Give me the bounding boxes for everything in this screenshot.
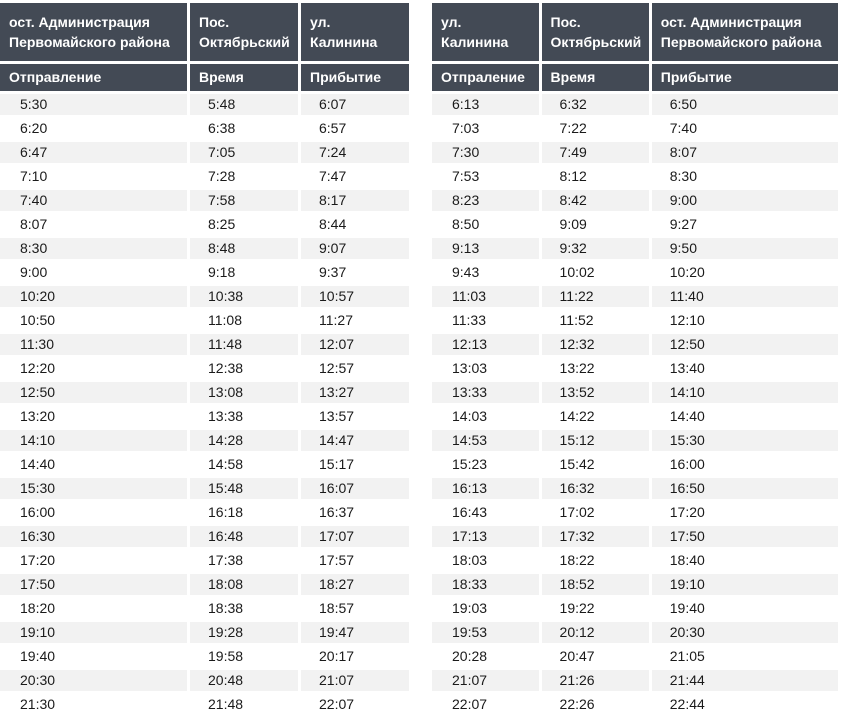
time-cell: 5:48 — [190, 94, 298, 115]
time-cell: 9:18 — [190, 262, 298, 283]
table-row — [432, 262, 838, 283]
departure-cell: 14:03 — [432, 406, 539, 427]
time-cell: 10:02 — [542, 262, 649, 283]
time-cell: 11:48 — [190, 334, 298, 355]
arrival-cell: 9:50 — [652, 238, 838, 259]
table-row — [0, 550, 409, 571]
timetable-right — [429, 0, 841, 718]
time-cell: 10:38 — [190, 286, 298, 307]
table-row — [432, 670, 838, 691]
table-row — [432, 526, 838, 547]
table-row — [0, 334, 409, 355]
table-row — [0, 166, 409, 187]
time-cell: 19:22 — [542, 598, 649, 619]
table-row — [0, 358, 409, 379]
table-row — [432, 478, 838, 499]
time-cell: 18:08 — [190, 574, 298, 595]
time-cell: 15:12 — [542, 430, 649, 451]
stop-header-line2: Калинина — [441, 34, 509, 50]
departure-cell: 10:20 — [0, 286, 187, 307]
arrival-cell: 19:40 — [652, 598, 838, 619]
time-cell: 18:22 — [542, 550, 649, 571]
stop-header-line2: Первомайского района — [9, 34, 170, 50]
time-cell: 13:38 — [190, 406, 298, 427]
arrival-cell: 9:00 — [652, 190, 838, 211]
table-row — [432, 310, 838, 331]
arrival-cell: 6:07 — [301, 94, 409, 115]
table-row — [432, 502, 838, 523]
time-cell: 7:49 — [542, 142, 649, 163]
departure-cell: 15:30 — [0, 478, 187, 499]
table-row — [432, 598, 838, 619]
table-row — [0, 406, 409, 427]
departure-cell: 12:13 — [432, 334, 539, 355]
arrival-cell: 13:57 — [301, 406, 409, 427]
departure-cell: 20:28 — [432, 646, 539, 667]
time-cell: 15:42 — [542, 454, 649, 475]
table-row — [0, 286, 409, 307]
departure-cell: 21:07 — [432, 670, 539, 691]
table-row — [432, 430, 838, 451]
time-cell: 7:22 — [542, 118, 649, 139]
time-cell: 20:47 — [542, 646, 649, 667]
table-row — [0, 526, 409, 547]
departure-cell: 7:03 — [432, 118, 539, 139]
departure-cell: 14:40 — [0, 454, 187, 475]
stop-header-line2: Первомайского района — [660, 34, 822, 50]
arrival-cell: 14:40 — [652, 406, 838, 427]
time-cell: 20:12 — [542, 622, 649, 643]
arrival-cell: 6:50 — [652, 94, 838, 115]
arrival-cell: 18:57 — [301, 598, 409, 619]
table-row — [432, 166, 838, 187]
table-row — [432, 94, 838, 115]
time-cell: 7:28 — [190, 166, 298, 187]
departure-cell: 21:30 — [0, 694, 187, 715]
table-row — [432, 238, 838, 259]
time-cell: 19:58 — [190, 646, 298, 667]
arrival-cell: 17:20 — [652, 502, 838, 523]
table-row — [0, 238, 409, 259]
departure-cell: 16:30 — [0, 526, 187, 547]
departure-cell: 6:20 — [0, 118, 187, 139]
arrival-cell: 16:37 — [301, 502, 409, 523]
table-row — [0, 502, 409, 523]
departure-cell: 20:30 — [0, 670, 187, 691]
table-row — [0, 454, 409, 475]
arrival-cell: 11:40 — [652, 286, 838, 307]
arrival-cell: 21:44 — [652, 670, 838, 691]
stop-header-line1: ул. — [310, 14, 331, 30]
arrival-cell: 11:27 — [301, 310, 409, 331]
departure-cell: 11:33 — [432, 310, 539, 331]
table-row — [0, 262, 409, 283]
departure-cell: 6:13 — [432, 94, 539, 115]
arrival-cell: 21:07 — [301, 670, 409, 691]
table-row — [432, 550, 838, 571]
table-row — [0, 310, 409, 331]
arrival-cell: 12:10 — [652, 310, 838, 331]
arrival-cell: 17:50 — [652, 526, 838, 547]
departure-cell: 9:13 — [432, 238, 539, 259]
arrival-cell: 15:17 — [301, 454, 409, 475]
arrival-cell: 21:05 — [652, 646, 838, 667]
table-row — [432, 214, 838, 235]
table-row — [0, 142, 409, 163]
stop-header-line2: Калинина — [310, 34, 378, 50]
departure-cell: 7:40 — [0, 190, 187, 211]
arrival-cell: 20:17 — [301, 646, 409, 667]
table-row — [432, 406, 838, 427]
arrival-cell: 8:44 — [301, 214, 409, 235]
departure-cell: 12:20 — [0, 358, 187, 379]
time-cell: 18:52 — [542, 574, 649, 595]
time-cell: 8:48 — [190, 238, 298, 259]
departure-cell: 5:30 — [0, 94, 187, 115]
time-cell: 13:22 — [542, 358, 649, 379]
timetable-left-body — [0, 94, 409, 715]
departure-cell: 7:53 — [432, 166, 539, 187]
arrival-cell: 17:07 — [301, 526, 409, 547]
table-row — [0, 694, 409, 715]
departure-cell: 18:03 — [432, 550, 539, 571]
time-cell: 14:28 — [190, 430, 298, 451]
departure-cell: 7:30 — [432, 142, 539, 163]
departure-cell: 13:20 — [0, 406, 187, 427]
column-header-time: Время — [542, 64, 649, 91]
arrival-cell: 15:30 — [652, 430, 838, 451]
table-row — [432, 574, 838, 595]
column-header-time: Время — [190, 64, 298, 91]
departure-cell: 17:50 — [0, 574, 187, 595]
departure-cell: 8:50 — [432, 214, 539, 235]
table-row — [432, 334, 838, 355]
time-cell: 12:32 — [542, 334, 649, 355]
time-cell: 8:25 — [190, 214, 298, 235]
departure-cell: 16:00 — [0, 502, 187, 523]
table-row — [432, 694, 838, 715]
departure-cell: 19:03 — [432, 598, 539, 619]
departure-cell: 14:10 — [0, 430, 187, 451]
time-cell: 17:38 — [190, 550, 298, 571]
time-cell: 19:28 — [190, 622, 298, 643]
arrival-cell: 10:57 — [301, 286, 409, 307]
table-row — [432, 646, 838, 667]
arrival-cell: 22:07 — [301, 694, 409, 715]
departure-cell: 8:23 — [432, 190, 539, 211]
time-cell: 11:08 — [190, 310, 298, 331]
stop-header-line1: Пос. — [199, 14, 230, 30]
time-cell: 9:32 — [542, 238, 649, 259]
arrival-cell: 6:57 — [301, 118, 409, 139]
arrival-cell: 12:07 — [301, 334, 409, 355]
arrival-cell: 18:27 — [301, 574, 409, 595]
time-cell: 20:48 — [190, 670, 298, 691]
arrival-cell: 14:47 — [301, 430, 409, 451]
table-row — [0, 622, 409, 643]
table-row — [0, 670, 409, 691]
arrival-cell: 7:47 — [301, 166, 409, 187]
departure-cell: 16:43 — [432, 502, 539, 523]
departure-cell: 9:00 — [0, 262, 187, 283]
table-row — [432, 190, 838, 211]
arrival-cell: 9:07 — [301, 238, 409, 259]
stop-header-line1: ост. Администрация — [9, 14, 150, 30]
time-cell: 12:38 — [190, 358, 298, 379]
time-cell: 6:38 — [190, 118, 298, 139]
arrival-cell: 16:00 — [652, 454, 838, 475]
arrival-cell: 19:10 — [652, 574, 838, 595]
stop-header — [542, 3, 649, 61]
time-cell: 8:12 — [542, 166, 649, 187]
arrival-cell: 8:07 — [652, 142, 838, 163]
table-row — [432, 454, 838, 475]
timetable-left — [0, 0, 412, 718]
time-cell: 14:22 — [542, 406, 649, 427]
stop-header-line1: ул. — [441, 14, 462, 30]
arrival-cell: 18:40 — [652, 550, 838, 571]
table-row — [0, 478, 409, 499]
departure-cell: 11:30 — [0, 334, 187, 355]
stop-header — [190, 3, 298, 61]
arrival-cell: 8:30 — [652, 166, 838, 187]
departure-cell: 15:23 — [432, 454, 539, 475]
table-row — [0, 94, 409, 115]
arrival-cell: 14:10 — [652, 382, 838, 403]
departure-cell: 19:40 — [0, 646, 187, 667]
table-row — [0, 646, 409, 667]
departure-cell: 19:53 — [432, 622, 539, 643]
departure-cell: 11:03 — [432, 286, 539, 307]
time-cell: 16:18 — [190, 502, 298, 523]
arrival-cell: 16:50 — [652, 478, 838, 499]
arrival-cell: 8:17 — [301, 190, 409, 211]
stops-header-row — [0, 3, 409, 61]
arrival-cell: 10:20 — [652, 262, 838, 283]
arrival-cell: 9:37 — [301, 262, 409, 283]
arrival-cell: 7:24 — [301, 142, 409, 163]
departure-cell: 12:50 — [0, 382, 187, 403]
departure-cell: 8:30 — [0, 238, 187, 259]
departure-cell: 8:07 — [0, 214, 187, 235]
arrival-cell: 9:27 — [652, 214, 838, 235]
table-row — [0, 118, 409, 139]
column-header-departure: Отпраление — [432, 64, 539, 91]
departure-cell: 22:07 — [432, 694, 539, 715]
arrival-cell: 12:50 — [652, 334, 838, 355]
time-cell: 14:58 — [190, 454, 298, 475]
timetable-right-body — [432, 94, 838, 715]
column-header-arrival: Прибытие — [652, 64, 838, 91]
stop-header-line1: Пос. — [550, 14, 581, 30]
departure-cell: 13:03 — [432, 358, 539, 379]
departure-cell: 17:20 — [0, 550, 187, 571]
time-cell: 17:02 — [542, 502, 649, 523]
table-row — [432, 382, 838, 403]
time-cell: 9:09 — [542, 214, 649, 235]
departure-cell: 19:10 — [0, 622, 187, 643]
time-cell: 11:22 — [542, 286, 649, 307]
time-cell: 11:52 — [542, 310, 649, 331]
departure-cell: 6:47 — [0, 142, 187, 163]
stop-header — [652, 3, 838, 61]
time-cell: 18:38 — [190, 598, 298, 619]
column-header-departure: Отправление — [0, 64, 187, 91]
departure-cell: 17:13 — [432, 526, 539, 547]
table-row — [432, 286, 838, 307]
arrival-cell: 7:40 — [652, 118, 838, 139]
stops-header-row — [432, 3, 838, 61]
column-header-arrival: Прибытие — [301, 64, 409, 91]
time-cell: 6:32 — [542, 94, 649, 115]
arrival-cell: 17:57 — [301, 550, 409, 571]
departure-cell: 18:20 — [0, 598, 187, 619]
arrival-cell: 22:44 — [652, 694, 838, 715]
table-row — [0, 190, 409, 211]
stop-header-line2: Октябрьский — [199, 34, 290, 50]
departure-cell: 10:50 — [0, 310, 187, 331]
table-row — [0, 430, 409, 451]
table-row — [0, 598, 409, 619]
stop-header-line2: Октябрьский — [550, 34, 642, 50]
departure-cell: 18:33 — [432, 574, 539, 595]
column-header-row — [0, 64, 409, 91]
time-cell: 21:48 — [190, 694, 298, 715]
time-cell: 22:26 — [542, 694, 649, 715]
departure-cell: 14:53 — [432, 430, 539, 451]
time-cell: 13:52 — [542, 382, 649, 403]
time-cell: 13:08 — [190, 382, 298, 403]
table-row — [0, 382, 409, 403]
table-row — [432, 118, 838, 139]
time-cell: 21:26 — [542, 670, 649, 691]
time-cell: 16:32 — [542, 478, 649, 499]
stop-header — [0, 3, 187, 61]
table-row — [0, 574, 409, 595]
arrival-cell: 16:07 — [301, 478, 409, 499]
arrival-cell: 13:27 — [301, 382, 409, 403]
stop-header — [432, 3, 539, 61]
table-row — [432, 142, 838, 163]
table-row — [432, 358, 838, 379]
time-cell: 17:32 — [542, 526, 649, 547]
departure-cell: 13:33 — [432, 382, 539, 403]
column-header-row — [432, 64, 838, 91]
table-row — [0, 214, 409, 235]
time-cell: 7:58 — [190, 190, 298, 211]
time-cell: 7:05 — [190, 142, 298, 163]
departure-cell: 7:10 — [0, 166, 187, 187]
departure-cell: 16:13 — [432, 478, 539, 499]
table-row — [432, 622, 838, 643]
departure-cell: 9:43 — [432, 262, 539, 283]
stop-header-line1: ост. Администрация — [660, 14, 802, 30]
stop-header — [301, 3, 409, 61]
time-cell: 8:42 — [542, 190, 649, 211]
arrival-cell: 19:47 — [301, 622, 409, 643]
arrival-cell: 13:40 — [652, 358, 838, 379]
time-cell: 15:48 — [190, 478, 298, 499]
arrival-cell: 12:57 — [301, 358, 409, 379]
arrival-cell: 20:30 — [652, 622, 838, 643]
time-cell: 16:48 — [190, 526, 298, 547]
